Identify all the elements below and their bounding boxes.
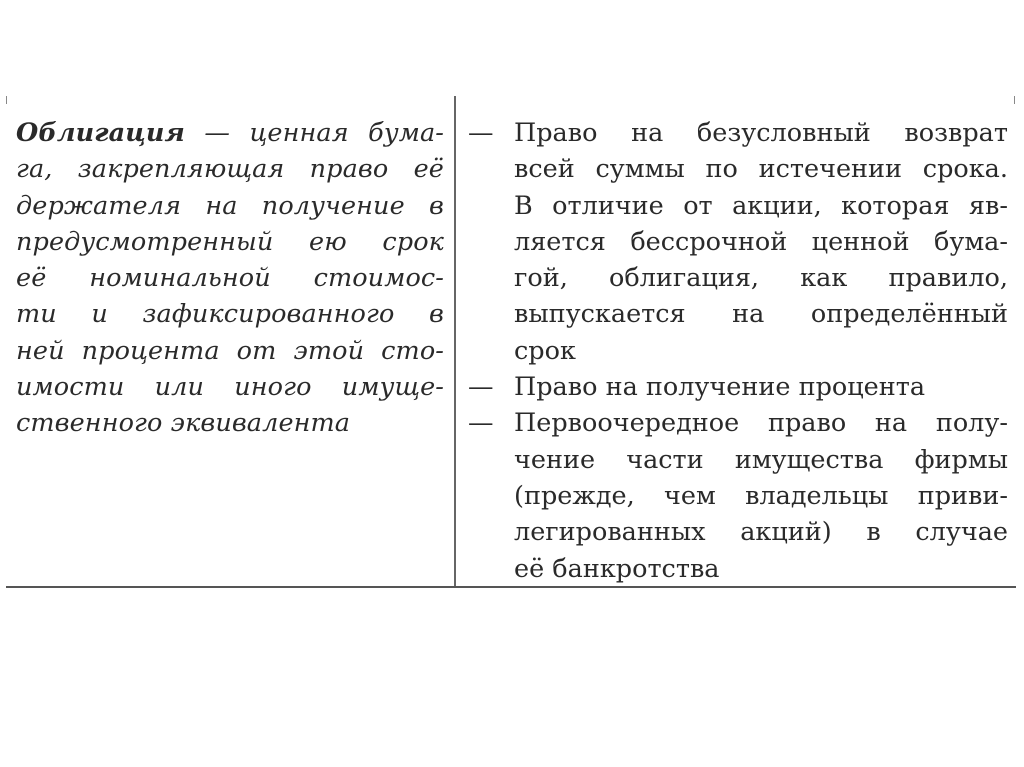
rights-line: В отличие от акции, которая яв- xyxy=(514,190,1008,221)
rights-list-item xyxy=(468,115,1008,369)
definition-line: имости или иного имуще- xyxy=(16,372,444,403)
rights-line: Право на получение процента xyxy=(514,372,926,403)
rights-line: Первоочередное право на полу- xyxy=(514,408,1008,439)
rights-list-cell xyxy=(468,115,1008,587)
rights-line: легированных акций) в случае xyxy=(514,517,1008,548)
definition-line: ней процента от этой сто- xyxy=(16,335,444,366)
rights-list-item xyxy=(468,405,1008,586)
rights-line: всей суммы по истечении срока. xyxy=(514,154,1008,185)
table-top-left-stub xyxy=(6,96,7,104)
definition-line: предусмотренный ею срок xyxy=(16,226,444,257)
definition-line: ти и зафиксированного в xyxy=(16,299,444,330)
definition-line: держателя на получение в xyxy=(16,190,444,221)
rights-line: чение части имущества фирмы xyxy=(514,444,1008,475)
rights-line: ляется бессрочной ценной бума- xyxy=(514,226,1008,257)
rights-list-item xyxy=(468,369,1008,405)
term-definition-cell xyxy=(16,115,444,442)
rights-line: гой, облигация, как правило, xyxy=(514,263,1008,294)
rights-line: Право на безусловный возврат xyxy=(514,118,1008,148)
definition-table xyxy=(6,96,1016,588)
rights-line: (прежде, чем владельцы приви- xyxy=(514,480,1008,511)
rights-line: выпускается на определённый xyxy=(514,299,1008,330)
dash-bullet: — xyxy=(468,118,494,148)
table-top-right-stub xyxy=(1014,96,1015,104)
rights-line: её банкротства xyxy=(514,553,720,584)
rights-line: срок xyxy=(514,335,576,366)
definition-line: её номинальной стоимос- xyxy=(16,263,444,294)
dash-bullet: — xyxy=(468,408,494,439)
column-divider xyxy=(454,96,456,586)
dash-bullet: — xyxy=(468,372,494,403)
term-label: Облигация xyxy=(16,118,185,148)
definition-line: ственного эквивалента xyxy=(16,408,351,439)
definition-line: га, закрепляющая право её xyxy=(16,154,444,185)
definition-line: Облигация — ценная бума- xyxy=(16,118,444,148)
